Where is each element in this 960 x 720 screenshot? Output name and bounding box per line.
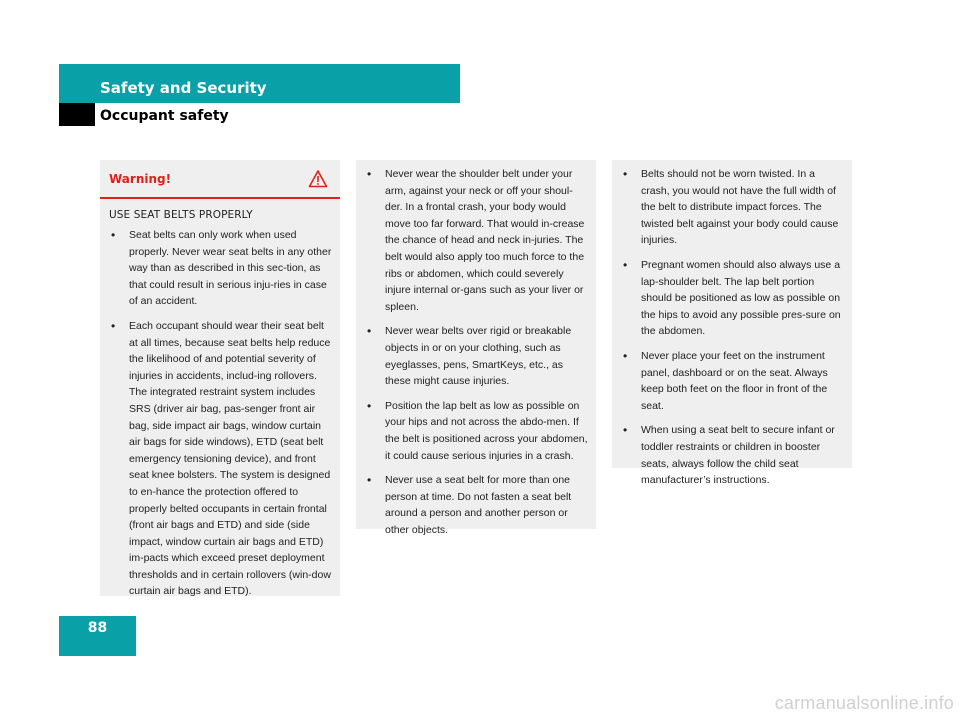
list-item: • Pregnant women should also always use a lap-shoulder belt. The lap belt portion should be positioned as low as possible on the hips to avoid any possible pres-sure on the abdomen. <box>612 257 852 340</box>
list-item: • Never wear belts over rigid or breakable objects in or on your clothing, such as eyeglasses, pens, SmartKeys, etc., as these might cause injuries. <box>356 323 596 389</box>
list-item: • Position the lap belt as low as possible on your hips and not across the abdo-men. If the belt is positioned across your abdomen, it could cause serious injuries in a crash. <box>356 398 596 464</box>
list-item: • Belts should not be worn twisted. In a crash, you would not have the full width of the belt to distribute impact forces. The twisted belt against your body could cause injuries. <box>612 166 852 249</box>
list-item: • Seat belts can only work when used properly. Never wear seat belts in any other way than as described in this sec-tion, as that could result in serious inju-ries in case of an accident. <box>100 227 340 310</box>
bullet-list-col-1 <box>100 227 340 600</box>
warning-label: Warning! <box>109 172 172 186</box>
warning-column-2 <box>356 160 596 536</box>
section-title: Safety and Security <box>100 79 267 97</box>
warning-heading: USE SEAT BELTS PROPERLY <box>109 209 253 221</box>
watermark: carmanualsonline.info <box>774 693 954 713</box>
list-item: • When using a seat belt to secure infant or toddler restraints or children in booster seats, always follow the child seat manufacturer’s instructions. <box>612 422 852 488</box>
list-item: • Never use a seat belt for more than one person at time. Do not fasten a seat belt around a person and another person or other objects. <box>356 472 596 538</box>
warning-column-1 <box>100 160 340 596</box>
subtitle-marker <box>59 103 95 126</box>
list-item: • Never place your feet on the instrument panel, dashboard or on the seat. Always keep both feet on the floor in front of the seat. <box>612 348 852 414</box>
bullet-list-col-2 <box>356 166 596 538</box>
warning-triangle-icon <box>308 169 328 189</box>
list-item: • Each occupant should wear their seat belt at all times, because seat belts help reduce the likelihood of and potential severity of injuries in accidents, includ-ing rollovers. The integrated restraint system includes SRS (driver air bag, pas-senger front air bag, side impact air bags, window curtain air bags for side windows), ETD (seat belt emergency tensioning device), and front seat knee bolsters. The system is designed to en-hance the protection offered to properly belted occupants in certain frontal (front air bags and ETD) and side (side impact, window curtain air bags and ETD) im-pacts which exceed preset deployment thresholds and in certain rollovers (win-dow curtain air bags and ETD). <box>100 318 340 600</box>
bullet-list-col-3 <box>612 166 852 489</box>
warning-column-3 <box>612 160 852 487</box>
page-number: 88 <box>87 620 108 636</box>
list-item: • Never wear the shoulder belt under your arm, against your neck or off your shoul-der. In a frontal crash, your body would move too far forward. That would in-crease the chance of head and neck in-juries. The belt would also apply too much force to the ribs or abdomen, which could severely injure internal or-gans such as your liver or spleen. <box>356 166 596 315</box>
page-subtitle: Occupant safety <box>100 108 229 124</box>
warning-header <box>100 160 340 199</box>
